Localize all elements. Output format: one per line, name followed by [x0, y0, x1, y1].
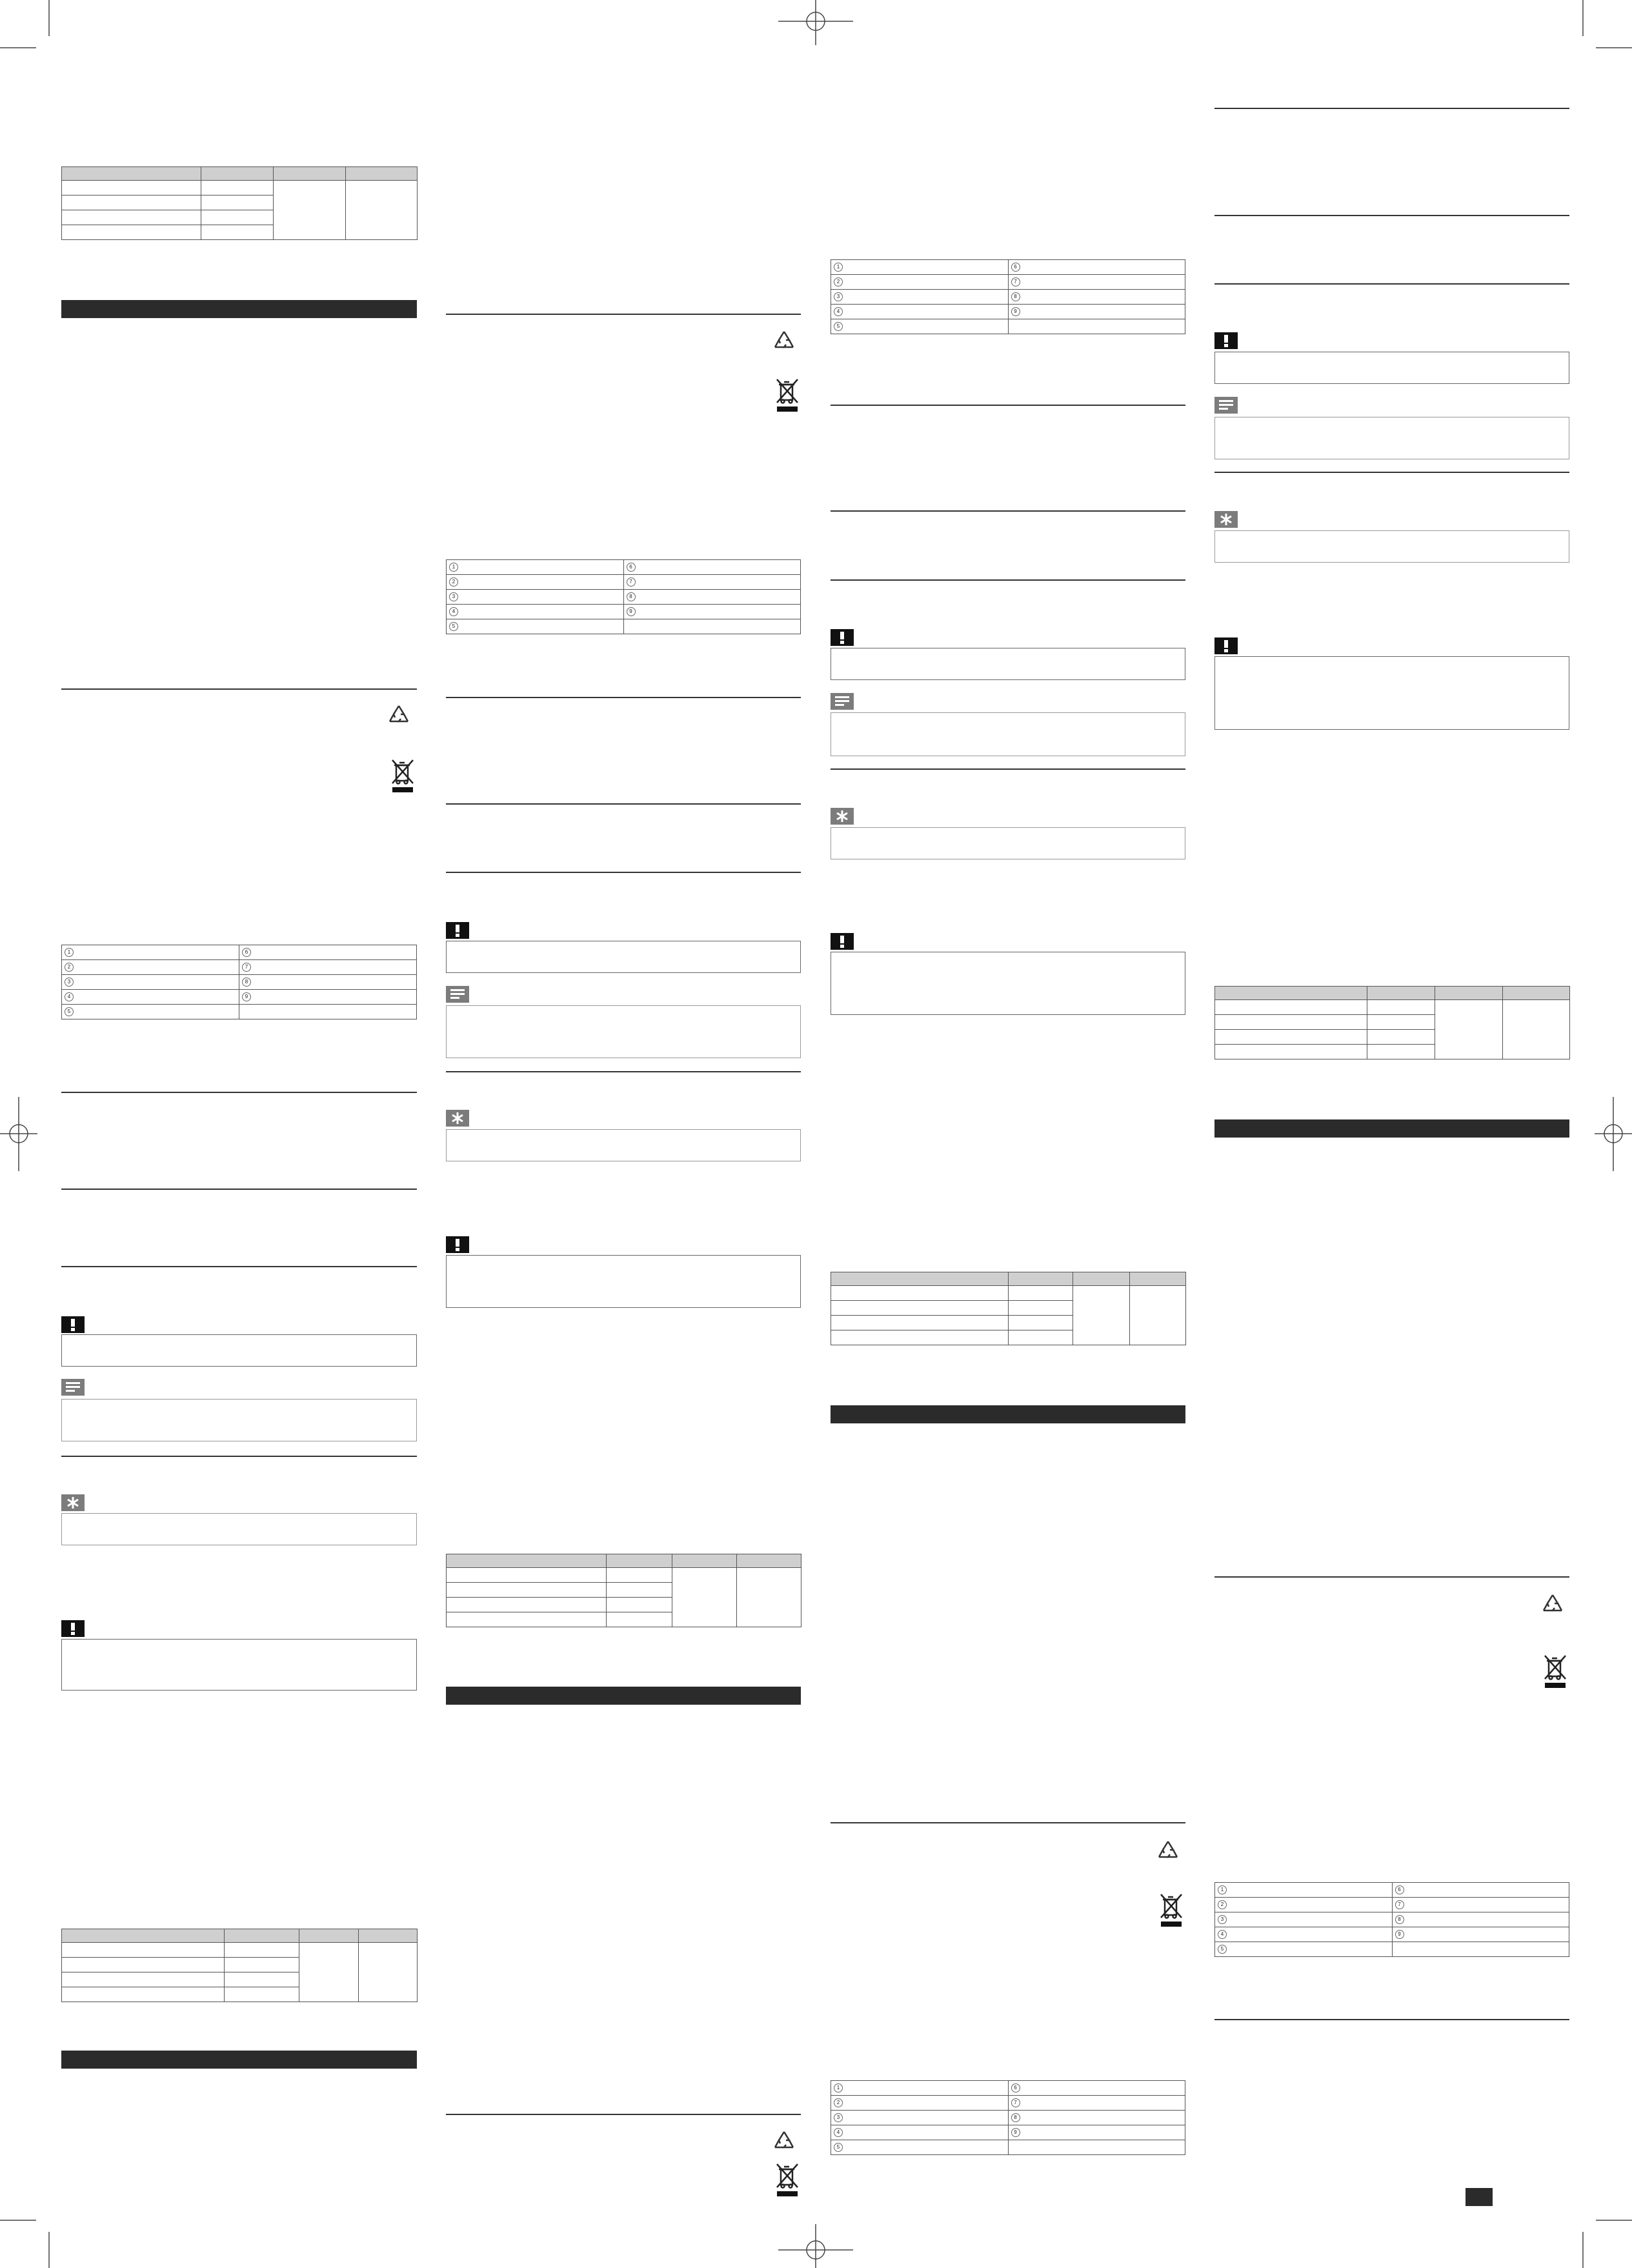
table-cell: [201, 210, 274, 225]
section-header-bar: [1214, 1119, 1569, 1138]
table-cell: [1215, 1045, 1367, 1059]
recycle-icon: [385, 702, 413, 730]
table-header-cell: [672, 1554, 737, 1568]
tip-icon: [831, 808, 854, 825]
table-cell: [623, 590, 801, 605]
table-cell: [1009, 1286, 1073, 1301]
table-cell: [831, 1286, 1009, 1301]
registration-mark-right: [1595, 1097, 1632, 1171]
note-icon: [1214, 397, 1238, 414]
table-cell: [1392, 1898, 1569, 1912]
table-cell: [607, 1568, 672, 1583]
note-box: [1214, 417, 1569, 459]
table-cell: [831, 260, 1009, 275]
table-cell: [1392, 1927, 1569, 1942]
note-icon: [61, 1379, 85, 1396]
table-header-cell: [1073, 1272, 1130, 1286]
table-header-cell: [447, 1554, 607, 1568]
table-header-cell: [1435, 987, 1503, 1000]
section-divider: [831, 510, 1185, 512]
table-cell: [447, 605, 624, 619]
table-cell: [225, 1972, 299, 1987]
registration-mark-left: [0, 1097, 37, 1171]
number-badge: 6: [1011, 2083, 1020, 2092]
crossed-bin-icon: [390, 758, 416, 794]
table-cell: [225, 1958, 299, 1972]
table-header-cell: [299, 1929, 359, 1943]
table-header-cell: [1503, 987, 1570, 1000]
table-header-cell: [346, 167, 418, 181]
table-cell: [447, 1612, 607, 1627]
table-cell: [1215, 1000, 1367, 1015]
number-badge: 4: [834, 2128, 843, 2137]
table-cell: [1435, 1000, 1503, 1059]
section-divider: [1214, 108, 1569, 109]
table-header-cell: [1367, 987, 1435, 1000]
table-cell: [1215, 1883, 1393, 1898]
table-cell: [62, 1987, 225, 2002]
section-divider: [61, 1456, 417, 1457]
table-cell: [831, 290, 1009, 305]
table-header-cell: [1215, 987, 1367, 1000]
table-cell: [1392, 1883, 1569, 1898]
section-divider: [446, 2114, 801, 2115]
number-badge: 4: [1218, 1930, 1227, 1939]
table-cell: [831, 2081, 1009, 2096]
parts-table: [446, 559, 801, 634]
spec-table: [446, 1554, 801, 1627]
table-cell: [831, 1301, 1009, 1316]
table-header-cell: [201, 167, 274, 181]
number-badge: 9: [627, 607, 636, 616]
warning-box: [446, 1255, 801, 1308]
section-divider: [831, 1822, 1185, 1823]
tip-icon: [1214, 511, 1238, 528]
table-cell: [1009, 1301, 1073, 1316]
number-badge: 9: [1011, 2128, 1020, 2137]
page-language-tab: [1466, 2188, 1493, 2206]
table-cell: [62, 1943, 225, 1958]
warning-box: [831, 952, 1185, 1015]
number-badge: 7: [242, 963, 251, 972]
number-badge: 8: [627, 592, 636, 601]
table-header-cell: [737, 1554, 801, 1568]
number-badge: 5: [65, 1007, 74, 1016]
spec-table: [61, 166, 418, 240]
number-badge: 5: [834, 2143, 843, 2152]
warning-box: [61, 1639, 417, 1691]
table-cell: [1215, 1927, 1393, 1942]
table-cell: [62, 210, 201, 225]
section-divider: [1214, 283, 1569, 285]
number-badge: 1: [834, 263, 843, 272]
table-cell: [447, 1583, 607, 1598]
section-divider: [446, 872, 801, 873]
section-divider: [1214, 1576, 1569, 1578]
spec-table: [831, 1272, 1186, 1345]
table-cell: [607, 1583, 672, 1598]
section-divider: [61, 1189, 417, 1190]
table-header-cell: [1009, 1272, 1073, 1286]
number-badge: 2: [834, 277, 843, 286]
section-divider: [1214, 2019, 1569, 2020]
warning-box: [1214, 656, 1569, 730]
table-header-cell: [225, 1929, 299, 1943]
spec-table: [61, 1929, 418, 2002]
number-badge: 7: [1395, 1900, 1404, 1909]
warning-box: [1214, 352, 1569, 384]
number-badge: 3: [1218, 1915, 1227, 1924]
table-cell: [239, 945, 417, 960]
table-cell: [623, 619, 801, 634]
table-cell: [62, 960, 239, 975]
recycle-icon: [1154, 1838, 1182, 1866]
crossed-bin-icon: [1542, 1653, 1568, 1689]
number-badge: 1: [1218, 1885, 1227, 1894]
section-divider: [1214, 215, 1569, 216]
table-cell: [831, 2125, 1009, 2140]
number-badge: 2: [65, 963, 74, 972]
warning-icon: [831, 933, 854, 950]
tip-box: [61, 1513, 417, 1545]
table-cell: [831, 2140, 1009, 2155]
table-cell: [831, 319, 1009, 334]
number-badge: 8: [1011, 2113, 1020, 2122]
table-cell: [1215, 1912, 1393, 1927]
number-badge: 7: [1011, 2098, 1020, 2107]
table-cell: [672, 1568, 737, 1627]
note-icon: [831, 693, 854, 710]
table-cell: [1215, 1942, 1393, 1957]
table-cell: [447, 619, 624, 634]
table-cell: [1392, 1942, 1569, 1957]
table-cell: [1215, 1030, 1367, 1045]
section-divider: [446, 1071, 801, 1072]
parts-table: [831, 259, 1185, 334]
section-divider: [831, 579, 1185, 581]
table-cell: [1215, 1898, 1393, 1912]
warning-icon: [831, 629, 854, 646]
section-divider: [446, 697, 801, 698]
table-cell: [447, 590, 624, 605]
number-badge: 6: [627, 563, 636, 572]
table-cell: [447, 1568, 607, 1583]
number-badge: 8: [1011, 292, 1020, 301]
number-badge: 7: [1011, 277, 1020, 286]
section-divider: [446, 314, 801, 315]
table-cell: [1008, 305, 1185, 319]
table-cell: [346, 181, 418, 240]
table-cell: [1073, 1286, 1130, 1345]
table-cell: [831, 2096, 1009, 2111]
table-cell: [1367, 1015, 1435, 1030]
table-cell: [62, 1958, 225, 1972]
table-cell: [1008, 2096, 1185, 2111]
parts-table: [831, 2080, 1185, 2155]
section-divider: [446, 803, 801, 805]
table-header-cell: [831, 1272, 1009, 1286]
table-cell: [1008, 260, 1185, 275]
table-header-cell: [62, 167, 201, 181]
registration-mark-top: [778, 0, 853, 45]
number-badge: 2: [834, 2098, 843, 2107]
table-cell: [1130, 1286, 1186, 1345]
number-badge: 2: [449, 577, 458, 587]
number-badge: 6: [1395, 1885, 1404, 1894]
table-cell: [623, 560, 801, 575]
section-header-bar: [61, 2051, 417, 2069]
crossed-bin-icon: [774, 2162, 800, 2198]
number-badge: 2: [1218, 1900, 1227, 1909]
table-cell: [239, 990, 417, 1005]
table-cell: [225, 1987, 299, 2002]
tip-box: [446, 1129, 801, 1161]
table-cell: [299, 1943, 359, 2002]
table-cell: [359, 1943, 418, 2002]
warning-icon: [1214, 332, 1238, 349]
table-cell: [1008, 2140, 1185, 2155]
tip-box: [1214, 530, 1569, 563]
table-cell: [239, 975, 417, 990]
number-badge: 6: [1011, 263, 1020, 272]
section-divider: [831, 405, 1185, 406]
table-cell: [225, 1943, 299, 1958]
number-badge: 9: [1395, 1930, 1404, 1939]
table-cell: [831, 305, 1009, 319]
warning-icon: [61, 1316, 85, 1333]
table-cell: [1008, 2111, 1185, 2125]
note-box: [446, 1005, 801, 1058]
table-header-cell: [274, 167, 346, 181]
section-header-bar: [61, 300, 417, 318]
section-divider: [61, 1266, 417, 1267]
section-divider: [61, 1092, 417, 1093]
table-cell: [623, 575, 801, 590]
table-cell: [623, 605, 801, 619]
warning-box: [61, 1334, 417, 1367]
warning-icon: [61, 1620, 85, 1637]
table-cell: [831, 1316, 1009, 1330]
warning-icon: [446, 922, 469, 939]
number-badge: 7: [627, 577, 636, 587]
table-cell: [1503, 1000, 1570, 1059]
table-cell: [447, 575, 624, 590]
number-badge: 6: [242, 948, 251, 957]
number-badge: 9: [242, 992, 251, 1001]
number-badge: 3: [834, 292, 843, 301]
table-cell: [831, 275, 1009, 290]
number-badge: 1: [834, 2083, 843, 2092]
number-badge: 1: [65, 948, 74, 957]
note-box: [831, 712, 1185, 756]
warning-icon: [446, 1236, 469, 1253]
table-cell: [1392, 1912, 1569, 1927]
recycle-icon: [1538, 1591, 1567, 1620]
table-cell: [447, 1598, 607, 1612]
crossed-bin-icon: [774, 377, 800, 413]
section-header-bar: [446, 1687, 801, 1705]
table-cell: [607, 1598, 672, 1612]
table-cell: [607, 1612, 672, 1627]
table-cell: [62, 975, 239, 990]
table-header-cell: [1130, 1272, 1186, 1286]
table-cell: [62, 181, 201, 196]
table-cell: [201, 181, 274, 196]
table-cell: [831, 2111, 1009, 2125]
number-badge: 4: [834, 307, 843, 316]
number-badge: 8: [242, 978, 251, 987]
table-cell: [1008, 2125, 1185, 2140]
section-divider: [831, 768, 1185, 770]
table-cell: [62, 225, 201, 240]
warning-box: [446, 941, 801, 973]
table-cell: [831, 1330, 1009, 1345]
number-badge: 5: [449, 622, 458, 631]
table-cell: [1009, 1316, 1073, 1330]
number-badge: 8: [1395, 1915, 1404, 1924]
table-cell: [1367, 1045, 1435, 1059]
table-cell: [1008, 275, 1185, 290]
section-divider: [61, 688, 417, 690]
table-cell: [1009, 1330, 1073, 1345]
table-cell: [62, 196, 201, 210]
number-badge: 4: [65, 992, 74, 1001]
table-cell: [62, 1005, 239, 1019]
recycle-icon: [770, 328, 798, 356]
crossed-bin-icon: [1158, 1892, 1184, 1928]
table-cell: [1215, 1015, 1367, 1030]
table-cell: [62, 945, 239, 960]
registration-mark-bottom: [778, 2224, 853, 2268]
table-cell: [62, 990, 239, 1005]
table-cell: [447, 560, 624, 575]
parts-table: [1214, 1882, 1569, 1957]
table-cell: [62, 1972, 225, 1987]
note-box: [61, 1399, 417, 1441]
tip-icon: [61, 1494, 85, 1511]
table-cell: [1008, 2081, 1185, 2096]
number-badge: 1: [449, 563, 458, 572]
number-badge: 3: [449, 592, 458, 601]
number-badge: 5: [834, 322, 843, 331]
section-divider: [1214, 472, 1569, 473]
table-cell: [239, 960, 417, 975]
table-cell: [737, 1568, 801, 1627]
recycle-icon: [770, 2128, 798, 2156]
table-cell: [1367, 1030, 1435, 1045]
table-cell: [201, 225, 274, 240]
table-header-cell: [359, 1929, 418, 1943]
tip-icon: [446, 1110, 469, 1127]
note-icon: [446, 986, 469, 1003]
number-badge: 9: [1011, 307, 1020, 316]
warning-box: [831, 648, 1185, 680]
number-badge: 4: [449, 607, 458, 616]
number-badge: 3: [65, 978, 74, 987]
table-header-cell: [62, 1929, 225, 1943]
table-cell: [239, 1005, 417, 1019]
number-badge: 5: [1218, 1945, 1227, 1954]
parts-table: [61, 945, 417, 1019]
table-header-cell: [607, 1554, 672, 1568]
table-cell: [1367, 1000, 1435, 1015]
section-header-bar: [831, 1405, 1185, 1423]
spec-table: [1214, 986, 1570, 1059]
table-cell: [201, 196, 274, 210]
number-badge: 3: [834, 2113, 843, 2122]
table-cell: [1008, 290, 1185, 305]
warning-icon: [1214, 637, 1238, 654]
table-cell: [1008, 319, 1185, 334]
table-cell: [274, 181, 346, 240]
tip-box: [831, 827, 1185, 859]
